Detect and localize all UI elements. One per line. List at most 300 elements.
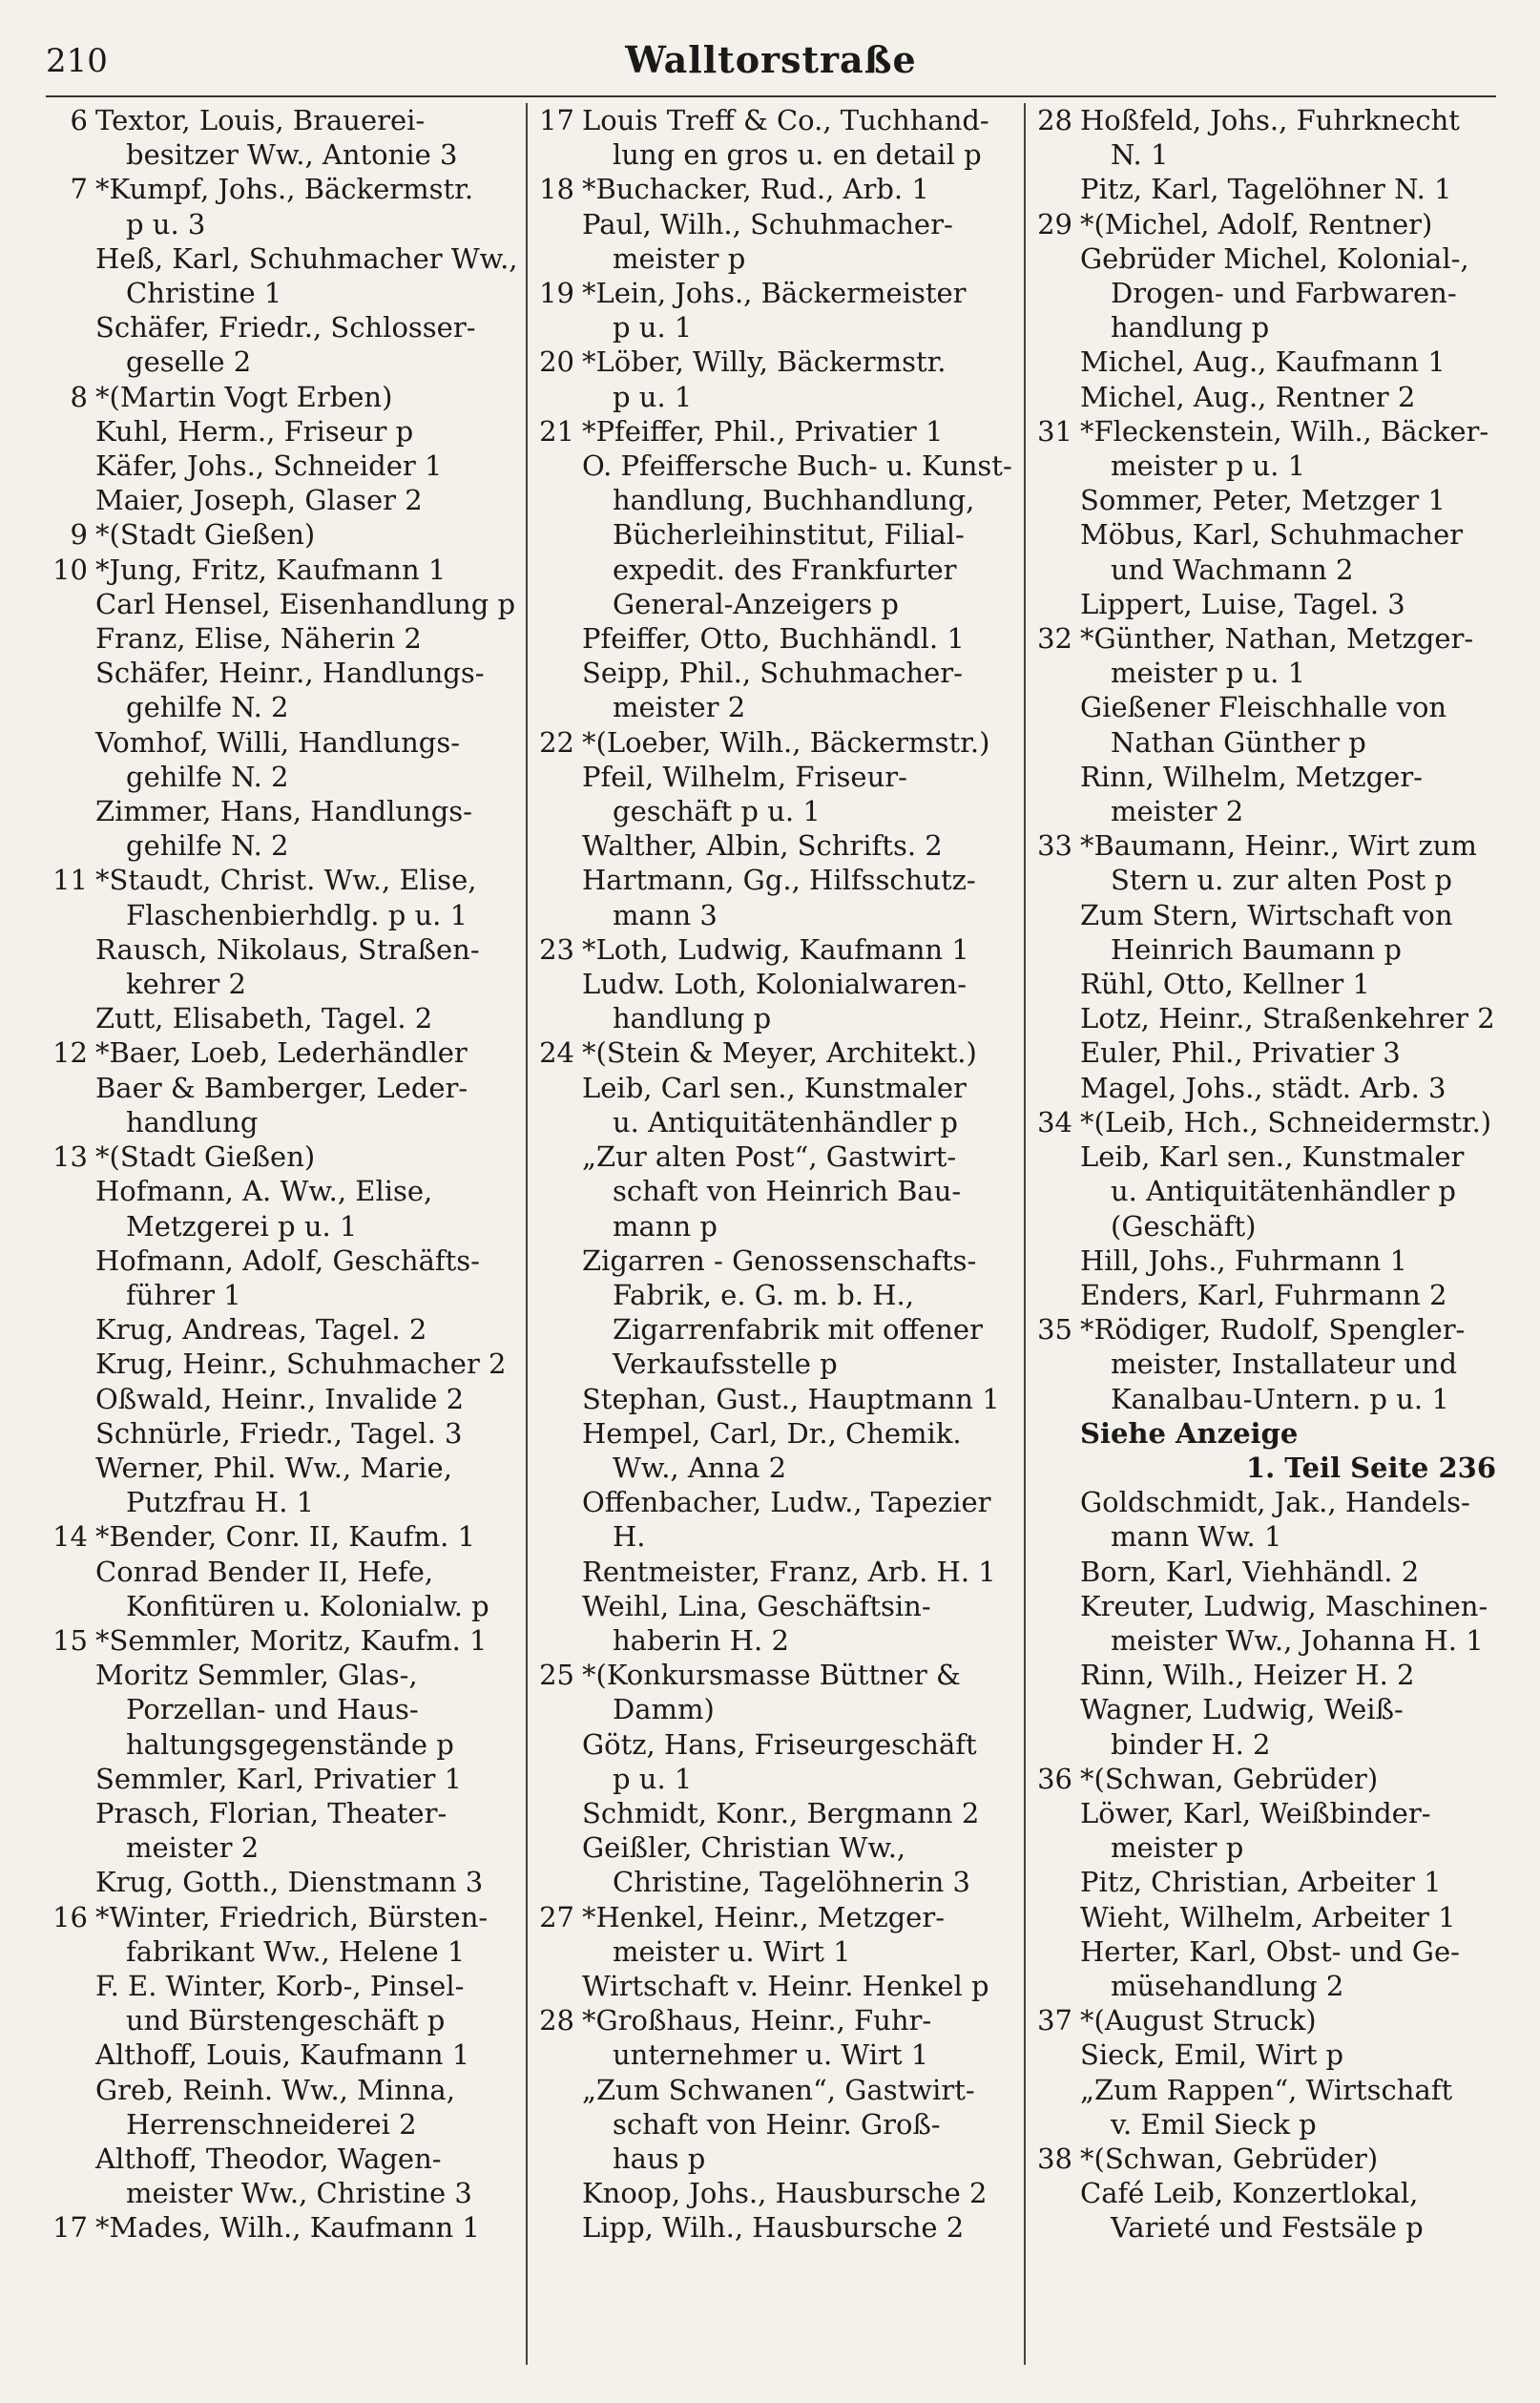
entry-text: Hempel, Carl, Dr., Chemik.: [582, 1416, 962, 1450]
directory-line: [46, 137, 523, 172]
directory-line: [46, 1830, 523, 1865]
entry-text: 1. Teil Seite 236: [1245, 1451, 1496, 1484]
entry-text: besitzer Ww., Antonie 3: [126, 138, 458, 172]
house-number: 17: [539, 104, 574, 136]
entry-text: Semmler, Karl, Privatier 1: [95, 1762, 463, 1795]
directory-line: [532, 967, 1021, 1001]
entry-text: *(Stein & Meyer, Architekt.): [582, 1036, 977, 1070]
house-entry: [532, 1035, 1021, 1070]
house-entry: [46, 1139, 523, 1174]
directory-line: [532, 1278, 1021, 1312]
house-entry: [1030, 2142, 1496, 2176]
entry-text: Krug, Gotth., Dienstmann 3: [95, 1866, 484, 1899]
house-entry: [46, 553, 523, 587]
directory-line: [1030, 1071, 1496, 1105]
entry-text: geschäft p u. 1: [613, 795, 821, 828]
house-number: 23: [539, 932, 574, 966]
directory-line: [1030, 517, 1496, 552]
entry-text: Heß, Karl, Schuhmacher Ww.,: [95, 241, 518, 275]
directory-line: [46, 1796, 523, 1830]
entry-text: Zigarren - Genossenschafts-: [582, 1243, 977, 1277]
directory-line: [1030, 137, 1496, 172]
entry-text: (Geschäft): [1111, 1209, 1257, 1243]
directory-line: [532, 656, 1021, 690]
entry-text: haus p: [613, 2142, 706, 2175]
entry-text: gehilfe N. 2: [126, 829, 289, 863]
entry-text: *Fleckenstein, Wilh., Bäcker-: [1080, 414, 1489, 448]
directory-line: [1030, 1451, 1496, 1485]
entry-text: *(Konkursmasse Büttner &: [582, 1659, 961, 1692]
entry-text: Leib, Karl sen., Kunstmaler: [1080, 1140, 1465, 1174]
house-number: 6: [70, 104, 88, 136]
entry-text: Althoff, Theodor, Wagen-: [95, 2142, 442, 2175]
house-number: 21: [539, 414, 574, 448]
directory-line: [46, 1243, 523, 1278]
house-number: 12: [52, 1036, 88, 1070]
directory-line: [532, 1243, 1021, 1278]
entry-text: Euler, Phil., Privatier 3: [1080, 1036, 1401, 1070]
directory-line: [46, 414, 523, 449]
directory-line: [1030, 1589, 1496, 1623]
entry-text: Hofmann, A. Ww., Elise,: [95, 1175, 433, 1208]
page-header: [46, 38, 1496, 97]
directory-line: [532, 1382, 1021, 1416]
directory-line: [1030, 449, 1496, 483]
entry-text: Metzgerei p u. 1: [126, 1209, 358, 1243]
directory-line: [1030, 587, 1496, 621]
entry-text: meister, Installateur und: [1111, 1348, 1458, 1381]
entry-text: Michel, Aug., Kaufmann 1: [1080, 345, 1446, 379]
directory-line: [532, 794, 1021, 828]
directory-line: [1030, 898, 1496, 932]
directory-line: [1030, 1692, 1496, 1726]
directory-line: [46, 2142, 523, 2176]
directory-line: [532, 1485, 1021, 1519]
directory-line: [46, 1865, 523, 1899]
entry-text: Pitz, Karl, Tagelöhner N. 1: [1080, 173, 1452, 206]
directory-line: [1030, 2176, 1496, 2210]
house-number: 20: [539, 345, 574, 379]
entry-text: Pfeiffer, Otto, Buchhändl. 1: [582, 622, 965, 656]
entry-text: *Jung, Fritz, Kaufmann 1: [95, 553, 447, 586]
house-number: 11: [52, 864, 88, 897]
directory-line: [1030, 932, 1496, 967]
entry-text: Hill, Johs., Fuhrmann 1: [1080, 1243, 1408, 1277]
directory-line: [46, 1382, 523, 1416]
directory-line: [1030, 1416, 1496, 1451]
directory-line: [532, 1451, 1021, 1485]
directory-line: [532, 1071, 1021, 1105]
house-number: 34: [1037, 1105, 1072, 1139]
directory-line: [532, 2037, 1021, 2072]
entry-text: Lotz, Heinr., Straßenkehrer 2: [1080, 1002, 1495, 1035]
entry-text: Gießener Fleischhalle von: [1080, 691, 1447, 724]
entry-text: *Lein, Johs., Bäckermeister: [582, 277, 967, 310]
directory-line: [1030, 1485, 1496, 1519]
house-number: 8: [70, 380, 88, 413]
entry-text: Louis Treff & Co., Tuchhand-: [582, 104, 989, 136]
directory-line: [1030, 1934, 1496, 1969]
entry-text: Althoff, Louis, Kaufmann 1: [95, 2038, 470, 2072]
house-entry: [532, 2003, 1021, 2037]
directory-line: [46, 2037, 523, 2072]
house-number: 18: [539, 173, 574, 206]
house-entry: [1030, 207, 1496, 241]
entry-text: u. Antiquitätenhändler p: [1111, 1175, 1456, 1208]
directory-line: [46, 1762, 523, 1796]
directory-line: [46, 1485, 523, 1519]
directory-line: [46, 310, 523, 345]
directory-line: [532, 553, 1021, 587]
entry-text: meister 2: [613, 691, 746, 724]
entry-text: Prasch, Florian, Theater-: [95, 1796, 447, 1829]
directory-line: [46, 794, 523, 828]
directory-line: [1030, 1001, 1496, 1035]
directory-line: [1030, 1347, 1496, 1381]
entry-text: unternehmer u. Wirt 1: [613, 2038, 929, 2072]
entry-text: schaft von Heinrich Bau-: [613, 1175, 962, 1208]
directory-line: [46, 449, 523, 483]
house-entry: [46, 517, 523, 552]
directory-line: [46, 1312, 523, 1347]
entry-text: expedit. des Frankfurter: [613, 553, 957, 586]
house-entry: [532, 1658, 1021, 1692]
directory-line: [1030, 656, 1496, 690]
entry-text: *Staudt, Christ. Ww., Elise,: [95, 864, 477, 897]
directory-line: [1030, 725, 1496, 760]
directory-line: [1030, 2073, 1496, 2107]
entry-text: „Zur alten Post“, Gastwirt-: [582, 1140, 957, 1174]
directory-line: [46, 1692, 523, 1726]
column-3: [1030, 103, 1496, 2384]
house-number: 25: [539, 1659, 574, 1692]
directory-line: [46, 1071, 523, 1105]
directory-line: [532, 1589, 1021, 1623]
entry-text: Kanalbau-Untern. p u. 1: [1111, 1382, 1449, 1415]
entry-text: *Löber, Willy, Bäckermstr.: [582, 345, 947, 379]
entry-text: Christine, Tagelöhnerin 3: [613, 1866, 970, 1899]
entry-text: meister Ww., Christine 3: [126, 2177, 472, 2210]
entry-text: Seipp, Phil., Schuhmacher-: [582, 657, 963, 690]
entry-text: Goldschmidt, Jak., Handels-: [1080, 1486, 1470, 1519]
directory-line: [1030, 172, 1496, 206]
house-entry: [532, 172, 1021, 206]
entry-text: Zimmer, Hans, Handlungs-: [95, 795, 472, 828]
directory-line: [46, 1416, 523, 1451]
directory-line: [532, 1727, 1021, 1762]
directory-line: [46, 656, 523, 690]
entry-text: General-Anzeigers p: [613, 587, 899, 620]
directory-line: [532, 2142, 1021, 2176]
entry-text: *Semmler, Moritz, Kaufm. 1: [95, 1623, 488, 1657]
entry-text: und Bürstengeschäft p: [126, 2004, 446, 2037]
entry-text: Porzellan- und Haus-: [126, 1693, 419, 1726]
house-number: 28: [539, 2004, 574, 2037]
directory-line: [1030, 2107, 1496, 2142]
entry-text: kehrer 2: [126, 968, 246, 1001]
entry-text: Löwer, Karl, Weißbinder-: [1080, 1796, 1431, 1829]
entry-text: Wirtschaft v. Heinr. Henkel p: [582, 1969, 989, 2002]
directory-line: [46, 1105, 523, 1139]
directory-line: [532, 898, 1021, 932]
entry-text: Schäfer, Friedr., Schlosser-: [95, 311, 476, 345]
directory-line: [46, 1727, 523, 1762]
entry-text: Zigarrenfabrik mit offener: [613, 1313, 983, 1347]
entry-text: *Bender, Conr. II, Kaufm. 1: [95, 1520, 476, 1554]
entry-text: meister p: [613, 241, 746, 275]
entry-text: Enders, Karl, Fuhrmann 2: [1080, 1278, 1447, 1311]
house-number: 15: [52, 1623, 88, 1657]
entry-text: „Zum Schwanen“, Gastwirt-: [582, 2073, 975, 2106]
entry-text: Hartmann, Gg., Hilfsschutz-: [582, 864, 976, 897]
directory-line: [1030, 1555, 1496, 1589]
directory-line: [1030, 690, 1496, 724]
entry-text: Herter, Karl, Obst- und Ge-: [1080, 1934, 1460, 1968]
directory-line: [532, 380, 1021, 414]
entry-text: *(Loeber, Wilh., Bäckermstr.): [582, 725, 990, 759]
house-number: 19: [539, 277, 574, 310]
directory-line: [532, 1969, 1021, 2003]
house-entry: [532, 414, 1021, 449]
entry-text: gehilfe N. 2: [126, 691, 289, 724]
directory-line: [1030, 1519, 1496, 1554]
column-divider: [1024, 103, 1026, 2365]
directory-line: [1030, 380, 1496, 414]
house-entry: [532, 276, 1021, 310]
entry-text: *Buchacker, Rud., Arb. 1: [582, 173, 929, 206]
entry-text: Lipp, Wilh., Hausbursche 2: [582, 2211, 965, 2245]
entry-text: Putzfrau H. 1: [126, 1486, 315, 1519]
entry-text: *Baer, Loeb, Lederhändler: [95, 1036, 468, 1070]
directory-line: [46, 967, 523, 1001]
house-entry: [532, 345, 1021, 379]
entry-text: Ww., Anna 2: [613, 1451, 787, 1484]
directory-line: [1030, 1382, 1496, 1416]
entry-text: Götz, Hans, Friseurgeschäft: [582, 1727, 977, 1761]
entry-text: lung en gros u. en detail p: [613, 138, 982, 172]
house-number: 24: [539, 1036, 574, 1070]
directory-columns: [46, 103, 1496, 2384]
directory-line: [46, 2107, 523, 2142]
entry-text: *(Stadt Gießen): [95, 1140, 316, 1174]
entry-text: haberin H. 2: [613, 1623, 789, 1657]
entry-text: Schmidt, Konr., Bergmann 2: [582, 1796, 980, 1829]
entry-text: *Rödiger, Rudolf, Spengler-: [1080, 1313, 1466, 1347]
directory-line: [532, 1865, 1021, 1899]
entry-text: handlung p: [1111, 311, 1270, 345]
street-title: Walltorstraße: [625, 38, 917, 81]
house-entry: [46, 1900, 523, 1934]
entry-text: Maier, Joseph, Glaser 2: [95, 484, 423, 517]
directory-line: [46, 587, 523, 621]
entry-text: Rentmeister, Franz, Arb. H. 1: [582, 1555, 996, 1588]
directory-line: [46, 2003, 523, 2037]
directory-line: [1030, 1243, 1496, 1278]
entry-text: *Kumpf, Johs., Bäckermstr.: [95, 173, 474, 206]
entry-text: *(Michel, Adolf, Rentner): [1080, 207, 1433, 240]
directory-line: [46, 483, 523, 517]
entry-text: Rausch, Nikolaus, Straßen-: [95, 932, 480, 966]
directory-line: [532, 1312, 1021, 1347]
house-number: 35: [1037, 1313, 1072, 1347]
entry-text: Franz, Elise, Näherin 2: [95, 622, 422, 656]
directory-line: [46, 1347, 523, 1381]
directory-line: [532, 241, 1021, 276]
house-entry: [1030, 103, 1496, 137]
entry-text: Verkaufsstelle p: [613, 1348, 838, 1381]
entry-text: mann 3: [613, 898, 718, 931]
house-entry: [1030, 1312, 1496, 1347]
entry-text: haltungsgegenstände p: [126, 1727, 454, 1761]
entry-text: Wagner, Ludwig, Weiß-: [1080, 1693, 1404, 1726]
entry-text: fabrikant Ww., Helene 1: [126, 1934, 466, 1968]
directory-line: [46, 2176, 523, 2210]
entry-text: p u. 3: [126, 207, 206, 240]
house-entry: [46, 1035, 523, 1070]
directory-line: [532, 2176, 1021, 2210]
entry-text: H.: [613, 1520, 646, 1554]
house-entry: [532, 725, 1021, 760]
directory-line: [532, 1692, 1021, 1726]
entry-text: Weihl, Lina, Geschäftsin-: [582, 1589, 931, 1622]
entry-text: u. Antiquitätenhändler p: [613, 1105, 958, 1139]
house-entry: [1030, 621, 1496, 656]
entry-text: Moritz Semmler, Glas-,: [95, 1659, 418, 1692]
house-number: 9: [70, 518, 88, 552]
house-entry: [532, 103, 1021, 137]
directory-line: [1030, 1658, 1496, 1692]
house-number: 22: [539, 725, 574, 759]
directory-line: [532, 137, 1021, 172]
house-entry: [46, 1623, 523, 1658]
entry-text: *Winter, Friedrich, Bürsten-: [95, 1900, 489, 1933]
entry-text: Wieht, Wilhelm, Arbeiter 1: [1080, 1900, 1456, 1933]
entry-text: p u. 1: [613, 1762, 693, 1795]
entry-text: Walther, Albin, Schrifts. 2: [582, 829, 943, 863]
directory-line: [532, 1105, 1021, 1139]
entry-text: Café Leib, Konzertlokal,: [1080, 2177, 1419, 2210]
directory-line: [532, 1001, 1021, 1035]
entry-text: *Pfeiffer, Phil., Privatier 1: [582, 414, 944, 448]
column-divider: [526, 103, 528, 2365]
entry-text: Krug, Andreas, Tagel. 2: [95, 1313, 427, 1347]
entry-text: Rinn, Wilhelm, Metzger-: [1080, 760, 1423, 793]
directory-line: [532, 310, 1021, 345]
house-entry: [46, 380, 523, 414]
directory-line: [1030, 1139, 1496, 1174]
directory-line: [532, 1209, 1021, 1243]
directory-line: [1030, 345, 1496, 379]
entry-text: meister p u. 1: [1111, 657, 1306, 690]
entry-text: und Wachmann 2: [1111, 553, 1354, 586]
entry-text: Gebrüder Michel, Kolonial-,: [1080, 241, 1469, 275]
entry-text: *Großhaus, Heinr., Fuhr-: [582, 2004, 932, 2037]
entry-text: Rühl, Otto, Kellner 1: [1080, 968, 1370, 1001]
entry-text: Greb, Reinh. Ww., Minna,: [95, 2073, 455, 2106]
entry-text: meister u. Wirt 1: [613, 1934, 851, 1968]
entry-text: Paul, Wilh., Schuhmacher-: [582, 207, 953, 240]
entry-text: Varieté und Festsäle p: [1111, 2211, 1424, 2245]
directory-line: [46, 932, 523, 967]
entry-text: Oßwald, Heinr., Invalide 2: [95, 1382, 465, 1415]
directory-line: [1030, 1796, 1496, 1830]
directory-line: [1030, 1900, 1496, 1934]
directory-line: [1030, 1865, 1496, 1899]
directory-line: [532, 207, 1021, 241]
house-entry: [46, 2210, 523, 2245]
house-number: 7: [70, 173, 88, 206]
entry-text: *(Martin Vogt Erben): [95, 380, 393, 413]
directory-line: [532, 2073, 1021, 2107]
house-entry: [46, 172, 523, 206]
directory-line: [532, 1934, 1021, 1969]
directory-line: [46, 898, 523, 932]
house-entry: [1030, 2003, 1496, 2037]
entry-text: handlung, Buchhandlung,: [613, 484, 975, 517]
entry-text: handlung: [126, 1105, 259, 1139]
house-entry: [46, 1519, 523, 1554]
directory-line: [1030, 1969, 1496, 2003]
house-number: 13: [52, 1140, 88, 1174]
directory-line: [1030, 1623, 1496, 1658]
directory-line: [1030, 760, 1496, 794]
entry-text: O. Pfeiffersche Buch- u. Kunst-: [582, 449, 1012, 483]
entry-text: Ludw. Loth, Kolonialwaren-: [582, 968, 968, 1001]
house-entry: [1030, 1105, 1496, 1139]
entry-text: müsehandlung 2: [1111, 1969, 1344, 2002]
house-entry: [1030, 414, 1496, 449]
directory-line: [1030, 1830, 1496, 1865]
directory-line: [532, 483, 1021, 517]
directory-line: [46, 1969, 523, 2003]
directory-line: [1030, 276, 1496, 310]
directory-line: [532, 1416, 1021, 1451]
entry-text: mann Ww. 1: [1111, 1520, 1282, 1554]
house-number: 37: [1037, 2004, 1072, 2037]
directory-line: [1030, 2037, 1496, 2072]
entry-text: Nathan Günther p: [1111, 725, 1366, 759]
entry-text: Schäfer, Heinr., Handlungs-: [95, 657, 485, 690]
entry-text: Conrad Bender II, Hefe,: [95, 1555, 434, 1588]
directory-line: [532, 587, 1021, 621]
house-number: 33: [1037, 829, 1072, 863]
entry-text: Möbus, Karl, Schuhmacher: [1080, 518, 1464, 552]
entry-text: Baer & Bamberger, Leder-: [95, 1071, 468, 1104]
entry-text: Leib, Carl sen., Kunstmaler: [582, 1071, 967, 1104]
entry-text: Rinn, Wilh., Heizer H. 2: [1080, 1659, 1415, 1692]
house-number: 36: [1037, 1762, 1072, 1795]
directory-line: [532, 1762, 1021, 1796]
entry-text: Zum Stern, Wirtschaft von: [1080, 898, 1453, 931]
entry-text: Drogen- und Farbwaren-: [1111, 277, 1457, 310]
directory-line: [1030, 863, 1496, 897]
directory-line: [1030, 553, 1496, 587]
entry-text: *(Stadt Gießen): [95, 518, 316, 552]
entry-text: *Mades, Wilh., Kaufmann 1: [95, 2211, 480, 2245]
entry-text: Fabrik, e. G. m. b. H.,: [613, 1278, 914, 1311]
directory-line: [532, 760, 1021, 794]
entry-text: Pfeil, Wilhelm, Friseur-: [582, 760, 907, 793]
directory-line: [46, 1209, 523, 1243]
entry-text: Hoßfeld, Johs., Fuhrknecht: [1080, 104, 1460, 136]
entry-text: Magel, Johs., städt. Arb. 3: [1080, 1071, 1446, 1104]
entry-text: geselle 2: [126, 345, 252, 379]
directory-line: [532, 1519, 1021, 1554]
entry-text: Knoop, Johs., Hausbursche 2: [582, 2177, 988, 2210]
directory-line: [1030, 1278, 1496, 1312]
entry-text: Käfer, Johs., Schneider 1: [95, 449, 443, 483]
house-entry: [46, 103, 523, 137]
